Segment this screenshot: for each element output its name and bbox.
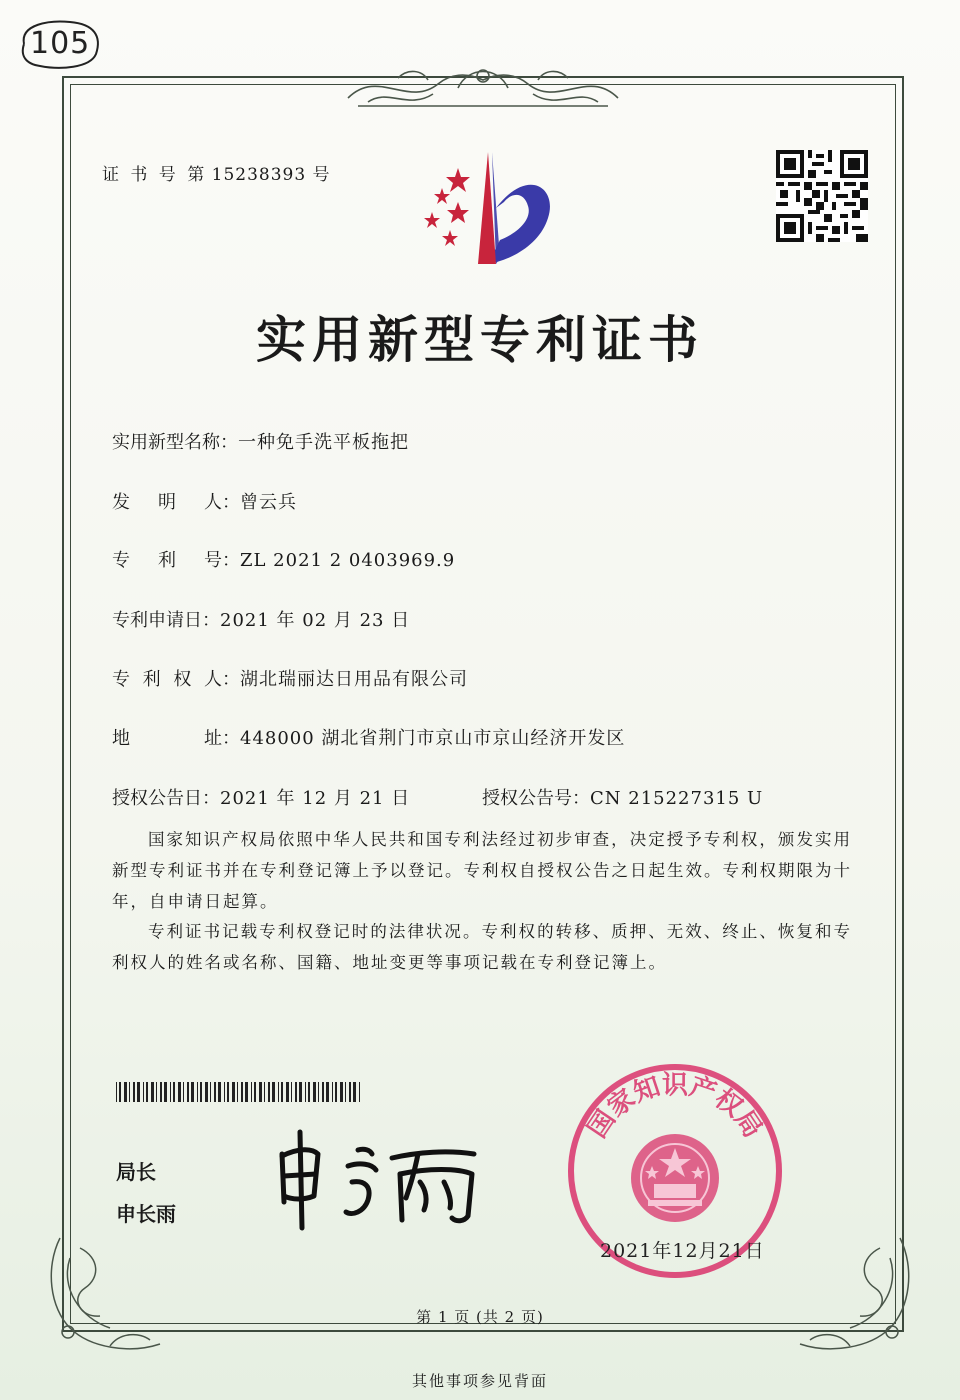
field-inventor: 发 明 人 ：曾云兵	[112, 488, 297, 514]
cnipa-logo-icon	[408, 148, 564, 268]
field-patent-number: 专 利 号 ：ZL 2021 2 0403969.9	[112, 546, 455, 572]
field-value: 2021 年 12 月 21 日	[220, 788, 411, 809]
field-label: 专 利 权 人	[112, 669, 222, 690]
field-value: 湖北瑞丽达日用品有限公司	[240, 669, 468, 690]
field-application-date	[112, 606, 410, 632]
bottom-left-ornament-icon	[40, 1228, 170, 1358]
director-title: 局长	[116, 1160, 156, 1184]
legal-paragraph-1: 国家知识产权局依照中华人民共和国专利法经过初步审查，决定授予专利权，颁发实用新型专利证书并在专利登记簿上予以登记。专利权自授权公告之日起生效。专利权期限为十年，自申请日起算。	[112, 830, 852, 911]
field-label: 实用新型名称：	[112, 432, 238, 453]
certificate-title: 实用新型专利证书	[256, 310, 704, 369]
top-ornament-icon	[338, 58, 628, 116]
seal-date-text: 2021年12月21日	[600, 1240, 765, 1262]
seal-text: 国家知识产权局	[582, 1070, 768, 1144]
director-signature-icon	[268, 1124, 498, 1232]
barcode-icon	[116, 1082, 364, 1102]
certificate-number-value: 第 15238393 号	[187, 165, 331, 185]
certificate-number-label: 证 书 号	[102, 165, 179, 185]
legal-paragraph-2: 专利证书记载专利权登记时的法律状况。专利权的转移、质押、无效、终止、恢复和专利权人的姓名或名称、国籍、地址变更等事项记载在专利登记簿上。	[112, 922, 852, 972]
page-indicator: 第 1 页 (共 2 页)	[416, 1308, 544, 1326]
field-label: 专利申请日：	[112, 610, 220, 631]
field-grant-number	[482, 784, 763, 810]
field-value: CN 215227315 U	[590, 788, 764, 809]
svg-text:国家知识产权局	[582, 1070, 767, 1143]
field-value: 2021 年 02 月 23 日	[220, 610, 411, 631]
field-utility-model-name	[112, 428, 409, 454]
qr-code-icon	[776, 150, 868, 242]
field-value: 一种免手洗平板拖把	[238, 432, 409, 453]
handwritten-note-text: 105	[30, 26, 91, 61]
footer-note: 其他事项参见背面	[411, 1372, 548, 1390]
field-label: 授权公告号：	[482, 788, 590, 809]
field-label: 地 址	[112, 728, 222, 749]
field-label: 授权公告日：	[112, 788, 220, 809]
certificate-number	[102, 160, 331, 185]
field-value: 曾云兵	[240, 492, 297, 513]
director-name: 申长雨	[116, 1202, 176, 1226]
field-address: 地 址 ：448000 湖北省荆门市京山市京山经济开发区	[112, 724, 625, 750]
field-label: 发 明 人	[112, 492, 222, 513]
field-value: ZL 2021 2 0403969.9	[240, 550, 456, 571]
bottom-right-ornament-icon	[790, 1228, 920, 1358]
field-label: 专 利 号	[112, 550, 222, 571]
field-grant-date	[112, 784, 410, 810]
field-value: 448000 湖北省荆门市京山市京山经济开发区	[240, 728, 626, 749]
field-patentee: 专 利 权 人 ：湖北瑞丽达日用品有限公司	[112, 665, 468, 691]
